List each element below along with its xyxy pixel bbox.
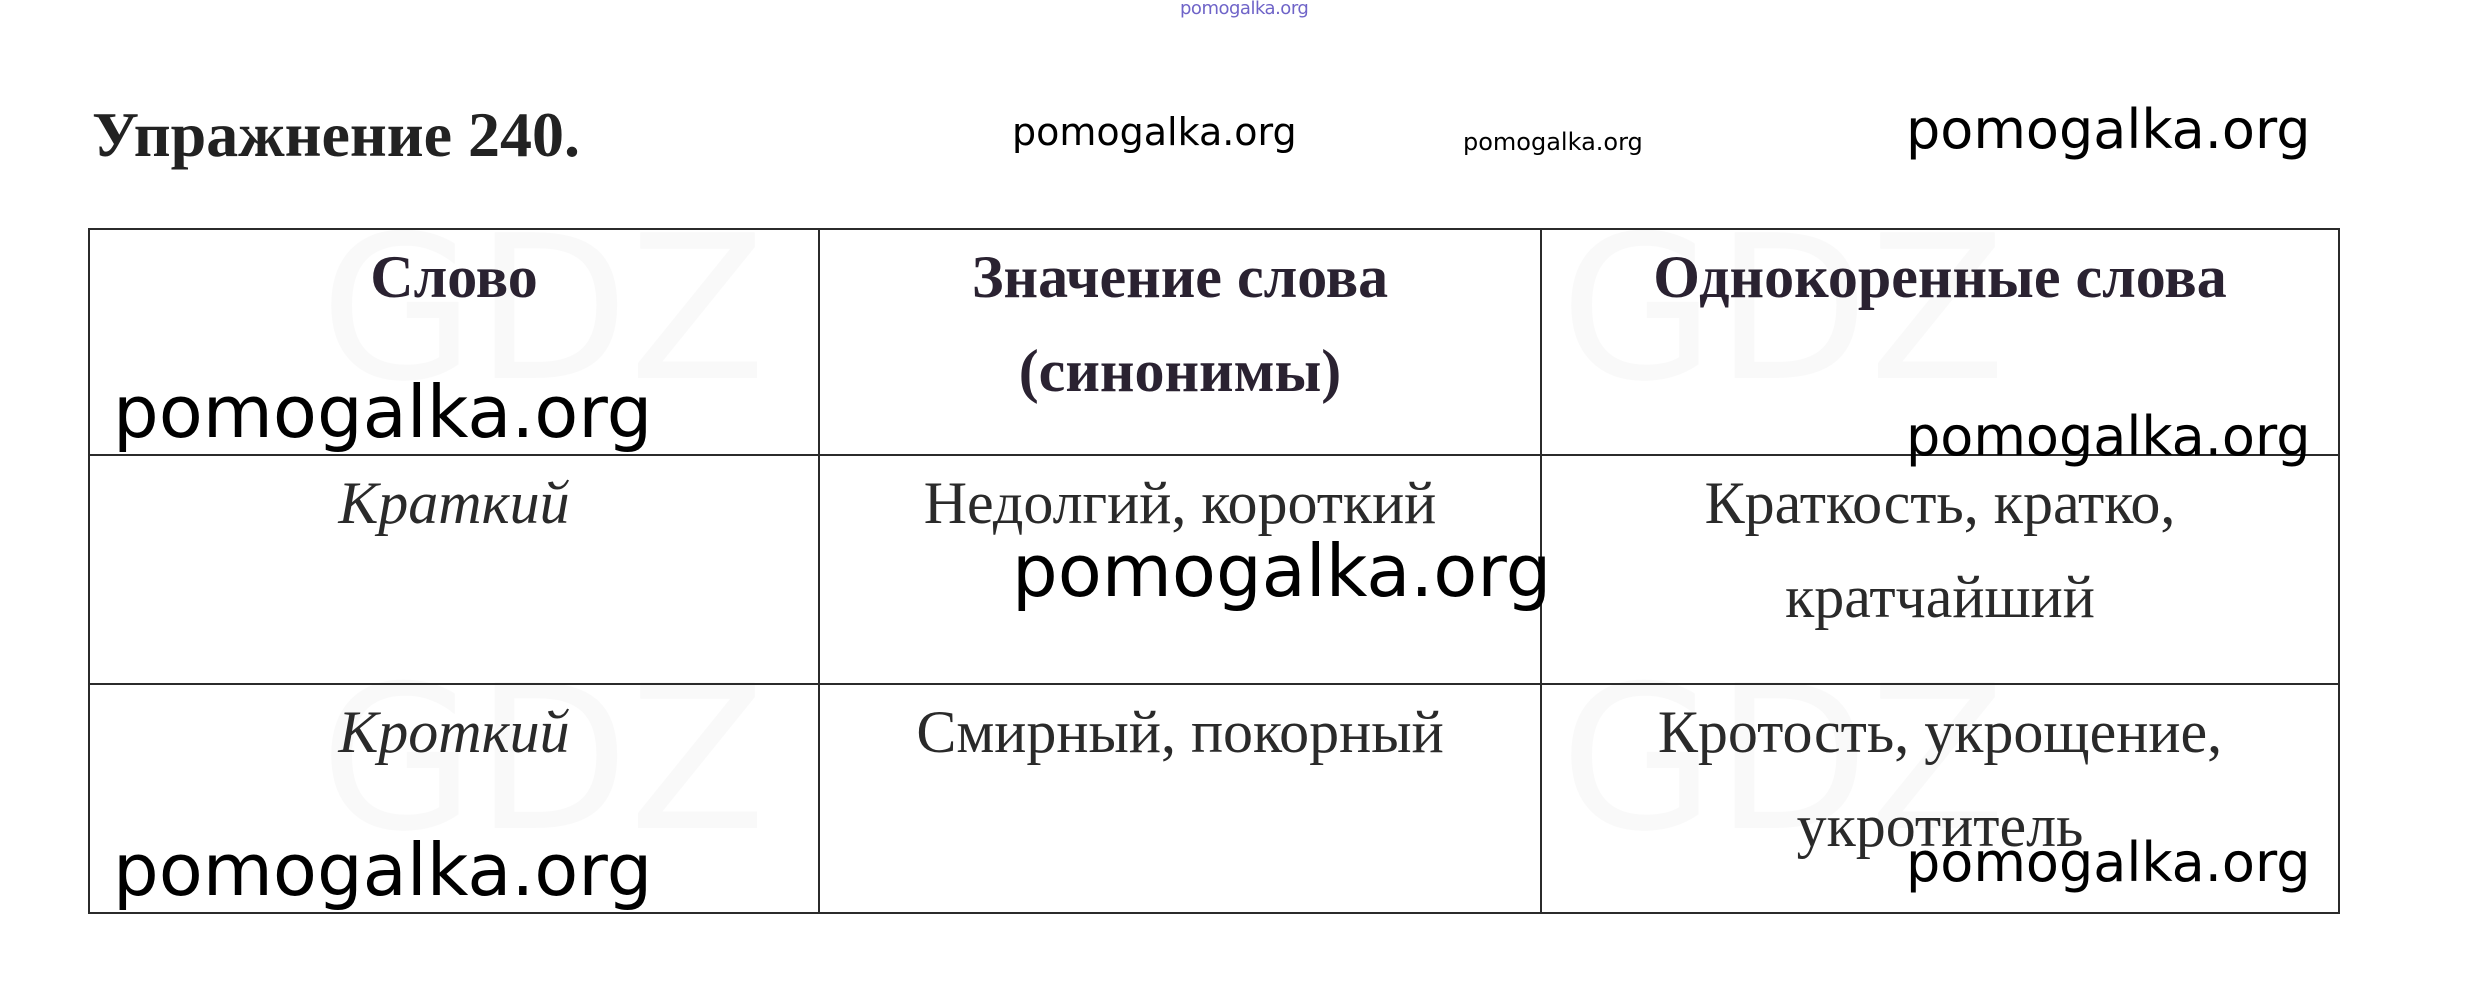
watermark: pomogalka.org: [1906, 405, 2311, 468]
related-text-line2: кратчайший: [1785, 564, 2095, 630]
related-text-line1: Кротость, укрощение,: [1657, 699, 2223, 765]
related-text-line2: укротитель: [1796, 793, 2084, 859]
watermark: pomogalka.org: [113, 828, 653, 912]
watermark: pomogalka.org: [113, 370, 653, 454]
header-meaning-line2: (синонимы): [1018, 338, 1342, 404]
header-meaning-line1: Значение слова: [971, 244, 1389, 310]
word-text: Краткий: [338, 470, 570, 536]
word-text: Кроткий: [338, 699, 570, 765]
exercise-title: Упражнение 240.: [92, 99, 581, 170]
watermark: pomogalka.org: [1012, 529, 1552, 613]
header-related-label: Однокоренные слова: [1653, 244, 2227, 310]
watermark: pomogalka.org: [1012, 110, 1297, 154]
watermark-top: pomogalka.org: [1180, 0, 1309, 19]
meaning-text: Смирный, покорный: [916, 699, 1444, 765]
watermark: pomogalka.org: [1906, 831, 2311, 894]
related-text-line1: Краткость, кратко,: [1704, 470, 2176, 536]
cell-meaning: [819, 684, 1541, 913]
cell-word: [89, 455, 819, 684]
cell-related: [1541, 455, 2339, 684]
header-meaning: [819, 229, 1541, 455]
meaning-text: Недолгий, короткий: [923, 470, 1437, 536]
header-word-label: Слово: [370, 244, 538, 310]
watermark: pomogalka.org: [1463, 128, 1643, 156]
watermark: pomogalka.org: [1906, 98, 2311, 161]
